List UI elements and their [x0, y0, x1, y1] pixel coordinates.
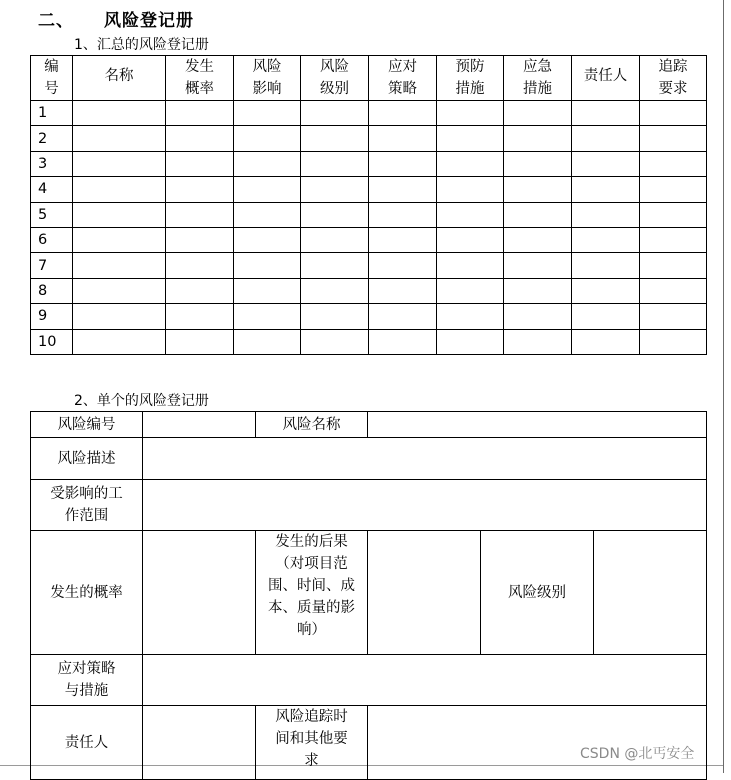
- strategy-row: [31, 655, 707, 706]
- header-cell-owner: 责任人: [572, 56, 640, 101]
- strategy-value[interactable]: [143, 655, 707, 706]
- risk-name-value[interactable]: [368, 412, 707, 438]
- table-row: [31, 101, 707, 126]
- header-cell-name: 名称: [73, 56, 166, 101]
- risk-level-value[interactable]: [594, 531, 707, 655]
- consequence-label: 发生的后果 （对项目范 围、时间、成 本、质量的影 响）: [256, 531, 368, 655]
- risk-id-value[interactable]: [143, 412, 256, 438]
- strategy-label: 应对策略 与措施: [31, 655, 143, 706]
- summary-header-row: [31, 56, 707, 101]
- table-row: [31, 304, 707, 329]
- header-cell-level: 风险 级别: [301, 56, 369, 101]
- header-cell-strategy: 应对 策略: [369, 56, 437, 101]
- table-row: [31, 177, 707, 202]
- row-number: 7: [31, 253, 73, 278]
- row-number: 8: [31, 278, 73, 303]
- header-cell-tracking: 追踪 要求: [640, 56, 707, 101]
- header-cell-impact: 风险 影响: [234, 56, 301, 101]
- tracking-label: 风险追踪时 间和其他要 求: [256, 706, 368, 780]
- description-row: [31, 438, 707, 480]
- scope-value[interactable]: [143, 480, 707, 531]
- owner-label: 责任人: [31, 706, 143, 780]
- summary-risk-register-table: [30, 55, 707, 355]
- table-row: [31, 126, 707, 151]
- table-row: [31, 329, 707, 354]
- row-number: 10: [31, 329, 73, 354]
- table-row: [31, 253, 707, 278]
- risk-id-row: [31, 412, 707, 438]
- table-row: [31, 227, 707, 252]
- risk-id-label: 风险编号: [31, 412, 143, 438]
- single-register-title: 2、单个的风险登记册: [74, 393, 209, 409]
- page-right-border: [723, 0, 724, 773]
- table-row: [31, 202, 707, 227]
- probability-label: 发生的概率: [31, 531, 143, 655]
- summary-register-title: 1、汇总的风险登记册: [74, 37, 209, 53]
- header-cell-probability: 发生 概率: [166, 56, 234, 101]
- description-label: 风险描述: [31, 438, 143, 480]
- row-number: 6: [31, 227, 73, 252]
- csdn-watermark: CSDN @北丐安全: [580, 746, 695, 762]
- row-number: 4: [31, 177, 73, 202]
- heading-title: 风险登记册: [104, 11, 194, 31]
- row-number: 3: [31, 151, 73, 176]
- row-number: 9: [31, 304, 73, 329]
- header-cell-emergency: 应急 措施: [504, 56, 572, 101]
- risk-level-label: 风险级别: [481, 531, 594, 655]
- single-risk-register-table: [30, 411, 707, 780]
- row-number: 2: [31, 126, 73, 151]
- row-number: 5: [31, 202, 73, 227]
- consequence-value[interactable]: [368, 531, 481, 655]
- scope-label: 受影响的工 作范围: [31, 480, 143, 531]
- description-value[interactable]: [143, 438, 707, 480]
- row-number: 1: [31, 101, 73, 126]
- owner-value[interactable]: [143, 706, 256, 780]
- header-cell-id: 编 号: [31, 56, 73, 101]
- probability-value[interactable]: [143, 531, 256, 655]
- table-row: [31, 151, 707, 176]
- risk-name-label: 风险名称: [256, 412, 368, 438]
- scope-row: [31, 480, 707, 531]
- page-heading: [38, 6, 194, 31]
- table-row: [31, 278, 707, 303]
- probability-row: [31, 531, 707, 655]
- heading-number: 二、: [38, 11, 74, 31]
- header-cell-prevention: 预防 措施: [437, 56, 504, 101]
